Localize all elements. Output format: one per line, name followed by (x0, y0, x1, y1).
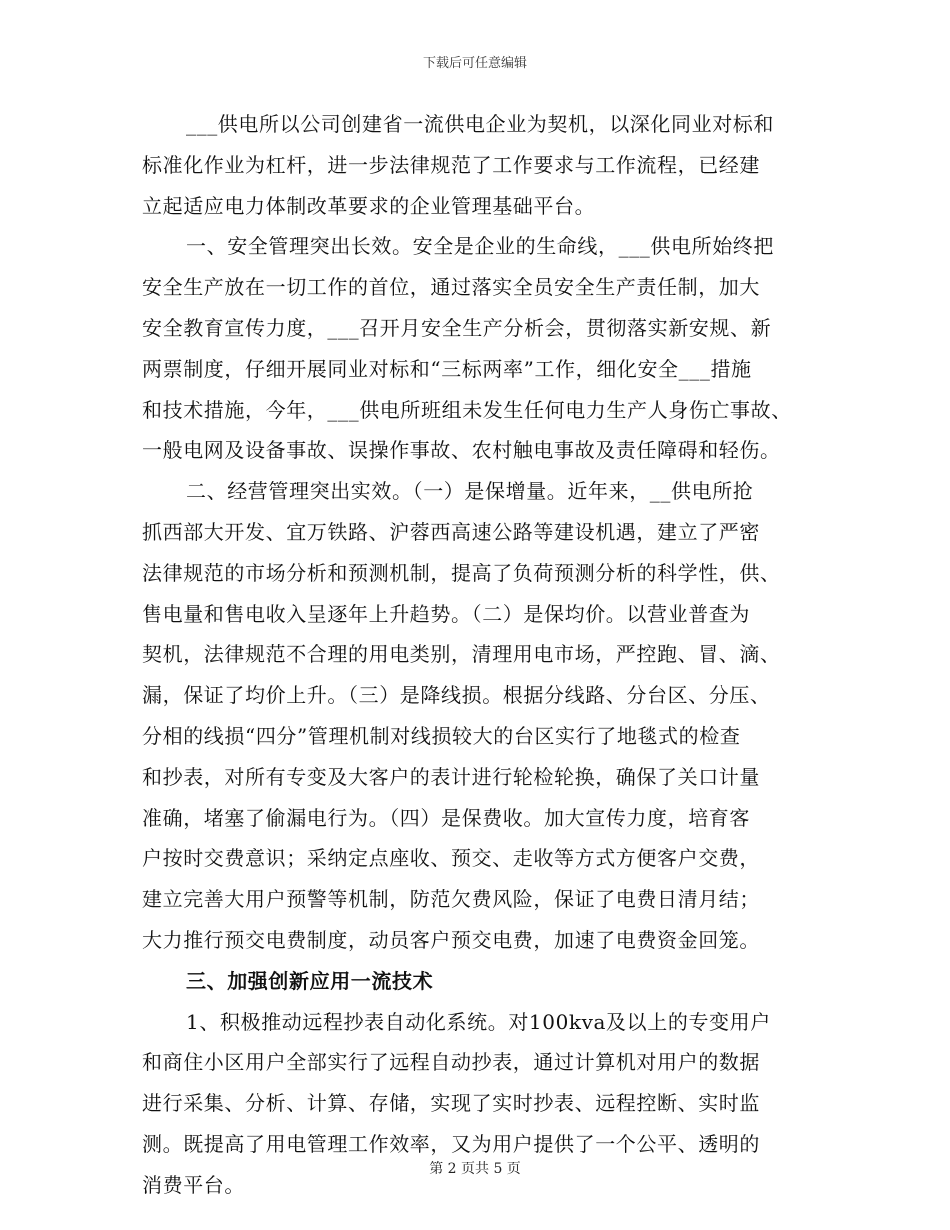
page-footer: 第 2 页共 5 页 (429, 1161, 521, 1177)
text-line: 契机，法律规范不合理的用电类别，清理用电市场，严控跑、冒、滴、 (142, 642, 781, 667)
text-line: 大力推行预交电费制度，动员客户预交电费，加速了电费资金回笼。 (142, 927, 760, 952)
text-line: 和抄表，对所有专变及大客户的表计进行轮检轮换，确保了关口计量 (142, 764, 760, 789)
text-line: 准确，堵塞了偷漏电行为。（四）是保费收。加大宣传力度，培育客 (142, 805, 750, 830)
text-line: 漏，保证了均价上升。（三）是降线损。根据分线路、分台区、分压、 (142, 683, 771, 708)
section-heading: 三、加强创新应用一流技术 (186, 968, 434, 993)
text-line: 抓西部大开发、宜万铁路、沪蓉西高速公路等建设机遇，建立了严密 (142, 519, 760, 544)
text-line: 建立完善大用户预警等机制，防范欠费风险，保证了电费日清月结； (142, 887, 760, 912)
text-line: 测。既提高了用电管理工作效率，又为用户提供了一个公平、透明的 (142, 1131, 760, 1156)
text-line: 售电量和售电收入呈逐年上升趋势。（二）是保均价。以营业普查为 (142, 601, 750, 626)
text-line: 和技术措施，今年，___供电所班组未发生任何电力生产人身伤亡事故、 (142, 397, 792, 422)
text-line: 立起适应电力体制改革要求的企业管理基础平台。 (142, 193, 596, 218)
text-line: 两票制度，仔细开展同业对标和“三标两率”工作，细化安全___措施 (142, 356, 752, 381)
document-body (142, 104, 818, 1206)
text-line: 二、经营管理突出实效。（一）是保增量。近年来，__供电所抢 (186, 479, 754, 504)
text-line: 一、安全管理突出长效。安全是企业的生命线，___供电所始终把 (186, 234, 774, 259)
text-line: 消费平台。 (142, 1172, 245, 1197)
text-line: 进行采集、分析、计算、存储，实现了实时抄表、远程控断、实时监 (142, 1091, 760, 1116)
text-line: 安全教育宣传力度，___召开月安全生产分析会，贯彻落实新安规、新 (142, 315, 772, 340)
page-header: 下载后可任意编辑 (422, 56, 527, 71)
text-line: 和商住小区用户全部实行了远程自动抄表，通过计算机对用户的数据 (142, 1050, 760, 1075)
text-line: 安全生产放在一切工作的首位，通过落实全员安全生产责任制，加大 (142, 275, 760, 300)
text-line: 户按时交费意识；采纳定点座收、预交、走收等方式方便客户交费， (142, 846, 760, 871)
text-line: ___供电所以公司创建省一流供电企业为契机，以深化同业对标和 (186, 112, 774, 136)
text-line: 1、积极推动远程抄表自动化系统。对100kva及以上的专变用户 (186, 1009, 771, 1034)
text-line: 分相的线损“四分”管理机制对线损较大的台区实行了地毯式的检查 (142, 723, 741, 748)
text-line: 一般电网及设备事故、误操作事故、农村触电事故及责任障碍和轻伤。 (142, 438, 781, 463)
text-line: 标准化作业为杠杆，进一步法律规范了工作要求与工作流程，已经建 (142, 152, 760, 177)
text-line: 法律规范的市场分析和预测机制，提高了负荷预测分析的科学性，供、 (142, 560, 781, 585)
